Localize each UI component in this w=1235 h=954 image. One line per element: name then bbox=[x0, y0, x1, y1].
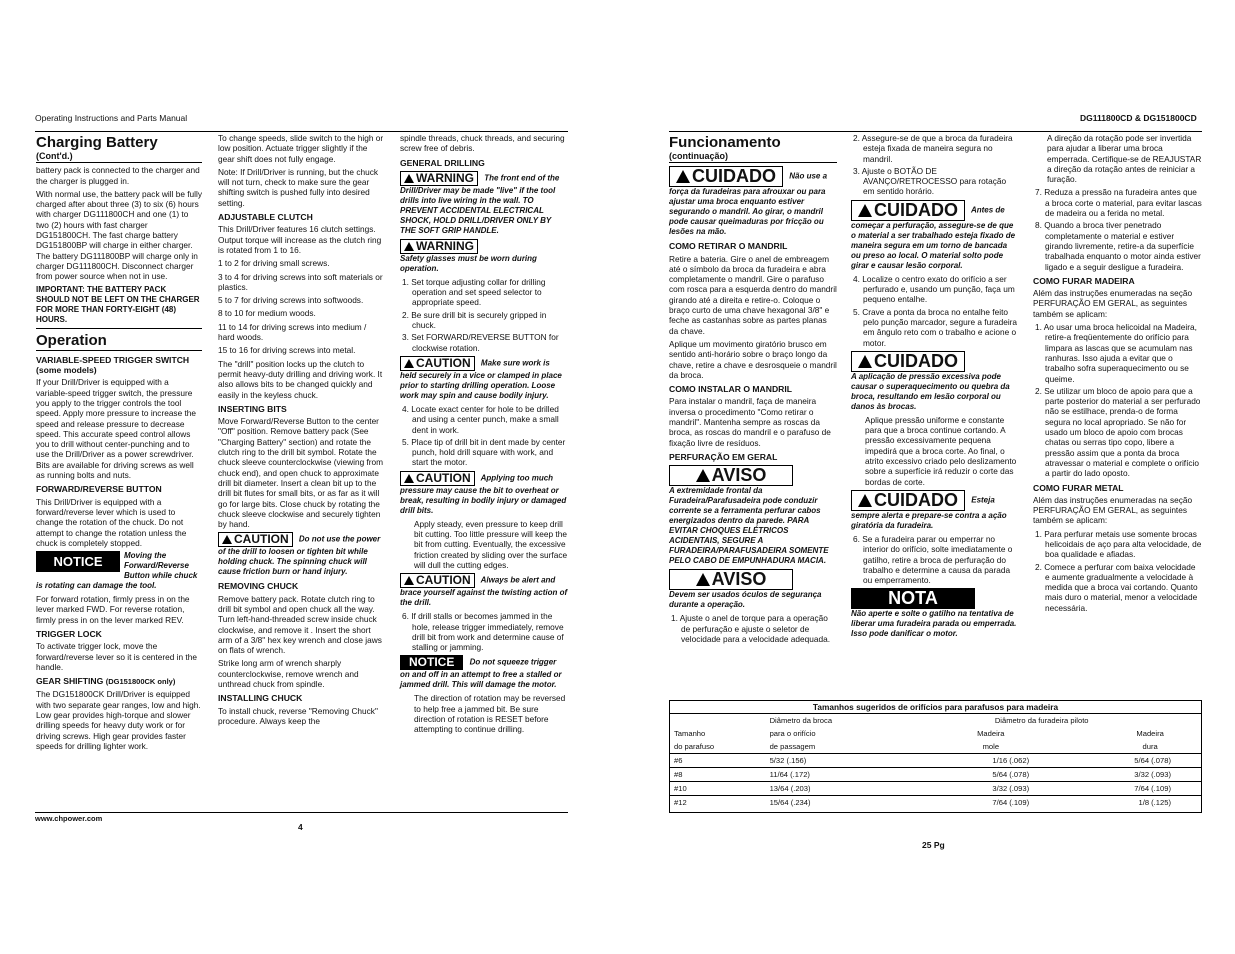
paragraph: Retire a bateria. Gire o anel de embreagem até o símbolo da broca da furadeira e abra completamente o mandril. Gire o parafuso com rosca para a esquerda dentro do mandril girando até a direita e retire-o. Coloque o braço curto de uma chave hexagonal 3/8" e feche as castanhas sobre as partes planas da chave. bbox=[669, 253, 837, 336]
section-heading: FORWARD/REVERSE BUTTON bbox=[36, 484, 162, 495]
table-cell: 5/64 (.078) bbox=[1099, 754, 1201, 768]
table-header: Madeira bbox=[1136, 729, 1164, 738]
caution-badge: CAUTION bbox=[400, 471, 475, 486]
list-item: 1. Set torque adjusting collar for drilling operation and set speed selector to appropriate speed. bbox=[402, 276, 546, 308]
paragraph: battery pack is connected to the charger and the charger is plugged in. bbox=[36, 165, 200, 186]
table-header: para o orifício bbox=[769, 729, 816, 738]
table-cell: 1/8 (.125) bbox=[1099, 796, 1201, 810]
section-heading: PERFURAÇÃO EM GERAL bbox=[669, 451, 778, 462]
table-cell: 1/16 (.062) bbox=[882, 754, 1099, 768]
list-item: 4. Locate exact center for hole to be drilled and using a center punch, make a small dent in work. bbox=[402, 403, 559, 435]
warning-triangle-icon bbox=[858, 204, 872, 217]
cuidado-badge: CUIDADO bbox=[669, 166, 783, 187]
table-cell: 5/32 (.156) bbox=[766, 754, 883, 768]
warning-triangle-icon bbox=[696, 573, 710, 586]
warning-callout bbox=[400, 239, 568, 274]
paragraph: spindle threads, chuck threads, and securing screw free of debris. bbox=[400, 133, 565, 154]
table-cell: 11/64 (.172) bbox=[766, 768, 883, 782]
paragraph: Strike long arm of wrench sharply counterclockwise, remove wrench and unthread chuck from spindle. bbox=[218, 658, 359, 690]
aviso-callout bbox=[669, 569, 837, 610]
list-item: 5. Place tip of drill bit in dent made by center punch, hold drill square with work, and start the motor. bbox=[402, 436, 566, 468]
footer-url: www.chpower.com bbox=[35, 814, 103, 823]
list-item: 6. Se a furadeira parar ou emperrar no interior do orifício, solte imediatamente o gatilho, retire a broca de perfuração do trabalho e determine a causa da parada ou emperramento. bbox=[853, 533, 1013, 586]
cuidado-callout bbox=[851, 351, 1019, 412]
table-title: Tamanhos sugeridos de orifícios para parafusos para madeira bbox=[670, 701, 1201, 714]
caution-callout bbox=[400, 471, 568, 516]
left-bottom-rule bbox=[35, 812, 568, 813]
left-column-1 bbox=[36, 133, 202, 754]
cuidado-badge: CUIDADO bbox=[851, 351, 965, 372]
warning-triangle-icon bbox=[404, 474, 414, 483]
warning-text: The front end of the Drill/Driver may be made "live" if the tool drills into live wiring in the wall. TO PREVENT ACCIDENTAL ELECTRICAL SHOCK, HOLD DRILL/DRIVER ONLY BY THE SOFT GRIP HANDLE. bbox=[400, 173, 560, 235]
table-row bbox=[670, 796, 1201, 810]
aviso-badge: AVISO bbox=[669, 465, 793, 486]
section-heading: COMO FURAR METAL bbox=[1033, 482, 1124, 493]
table-header: Madeira bbox=[977, 729, 1005, 738]
list-item: 3. Ajuste o BOTÃO DE AVANÇO/RETROCESSO para rotação em sentido horário. bbox=[853, 165, 1007, 197]
table-cell: 15/64 (.234) bbox=[766, 796, 883, 810]
cuidado-badge: CUIDADO bbox=[851, 490, 965, 511]
section-heading: COMO RETIRAR O MANDRIL bbox=[669, 241, 788, 252]
warning-badge: WARNING bbox=[400, 171, 478, 186]
paragraph: Apply steady, even pressure to keep drill bit cutting. Too little pressure will keep the bit from cutting. Eventually, the excessive friction created by sliding over the surface will dull the cutting edges. bbox=[414, 518, 568, 570]
notice-badge: NOTICE bbox=[36, 551, 120, 572]
cuidado-callout bbox=[669, 166, 837, 237]
paragraph: Remove battery pack. Rotate clutch ring to drill bit symbol and open chuck all the way. Turn left-hand-threaded screw inside chuck clockwise, and remove it . Insert the short arm of a 3/8" hex key wrench and close jaws on flats of wrench. bbox=[218, 593, 382, 656]
charging-battery-heading: Charging Battery bbox=[36, 134, 158, 151]
notice-callout bbox=[400, 655, 568, 690]
table-cell: 7/64 (.109) bbox=[882, 796, 1099, 810]
aviso-text: A extremidade frontal da Furadeira/Parafusadeira pode conduzir corrente se a ferramenta perfurar cabos energizados dentro da parede. PARA EVITAR CHOQUES ELÉTRICOS ACIDENTAIS, SEGURE A FURADEIRA/PARAFUSADEIRA SOMENTE PELO CABO DE EMPUNHADURA MACIA. bbox=[669, 486, 829, 566]
cuidado-badge: CUIDADO bbox=[851, 200, 965, 221]
paragraph: To activate trigger lock, move the forward/reverse lever so it is centered in the handle. bbox=[36, 641, 197, 672]
section-heading: REMOVING CHUCK bbox=[218, 581, 299, 592]
warning-callout bbox=[400, 171, 568, 236]
table-header: do parafuso bbox=[674, 742, 715, 751]
paragraph: The DG151800CK Drill/Driver is equipped with two separate gear ranges, low and high. Low gear provides high-torque and slower drilling speeds for heavy duty work or for driving screws. High gear provides faster speeds for drilling lighter work. bbox=[36, 689, 201, 751]
cuidado-text: Não use a força da furadeiras para afrouxar ou para ajustar uma broca enquanto estiver segurando o mandril. Ao girar, o mandril pode causar queimaduras por fricção ou lesões na mão. bbox=[669, 171, 828, 237]
right-column-3 bbox=[1033, 133, 1202, 615]
charging-battery-subheading: (Cont'd.) bbox=[36, 151, 202, 163]
caution-callout bbox=[400, 356, 568, 401]
aviso-callout bbox=[669, 465, 837, 566]
left-top-rule bbox=[35, 131, 568, 132]
warning-text: Safety glasses must be worn during operation. bbox=[400, 253, 537, 273]
paragraph: Para instalar o mandril, faça de maneira inversa o procedimento "Como retirar o mandril". Mantenha sempre as roscas da broca, as roscas do mandril e o parafuso de fixação livre de resíduos. bbox=[669, 396, 831, 448]
cuidado-callout bbox=[851, 200, 1019, 271]
list-item: 7. Reduza a pressão na furadeira antes que a broca corte o material, para evitar lascas de madeira ou a ferida no metal. bbox=[1035, 187, 1202, 219]
paragraph: The direction of rotation may be reversed to help free a jammed bit. Be sure direction of rotation is RESET before attempting to continue drilling. bbox=[414, 693, 566, 735]
warning-triangle-icon bbox=[696, 469, 710, 482]
paragraph: Aplique um movimento giratório brusco em sentido anti-horário sobre o braço longo da chave, retire a chave e desrosqueie o mandril da broca. bbox=[669, 338, 837, 380]
caution-badge: CAUTION bbox=[218, 532, 293, 547]
nota-text: Não aperte e solte o gatilho na tentativa de liberar uma furadeira parada ou emperrada. Isso pode danificar o motor. bbox=[851, 609, 1017, 639]
paragraph: Além das instruções enumeradas na seção PERFURAÇÃO EM GERAL, as seguintes também se aplicam: bbox=[1033, 288, 1193, 319]
paragraph: For forward rotation, firmly press in on the lever marked FWD. For reverse rotation, firmly press in on the lever marked REV. bbox=[36, 594, 190, 625]
table-header bbox=[670, 714, 766, 727]
clutch-setting: 5 to 7 for driving screws into softwoods. bbox=[218, 295, 364, 306]
paragraph: If your Drill/Driver is equipped with a variable-speed trigger switch, the pressure you apply to the trigger controls the tool speed. Apply more pressure to increase the speed and release pressure to decrease speed. This accurate speed control allows you to drill without center-punching and to use the Drill/Driver as a power screwdriver. Bits are available for driving screws as well as running bolts and nuts. bbox=[36, 377, 197, 481]
section-heading: INSERTING BITS bbox=[218, 403, 287, 414]
warning-triangle-icon bbox=[858, 494, 872, 507]
list-item: 5. Crave a ponta da broca no entalhe feito pelo punção marcador, segure a furadeira em ângulo reto com o trabalho e acione o motor. bbox=[853, 306, 1018, 348]
notice-text: Do not squeeze trigger on and off in an attempt to free a stalled or jammed drill. This will damage the motor. bbox=[400, 658, 562, 690]
caution-callout bbox=[400, 573, 568, 608]
aviso-badge: AVISO bbox=[669, 569, 793, 590]
caution-badge: CAUTION bbox=[400, 356, 475, 371]
paragraph: Note: If Drill/Driver is running, but the chuck will not turn, check to make sure the gear shifting switch is pushed fully into desired setting. bbox=[218, 166, 379, 208]
left-column-3 bbox=[400, 133, 568, 738]
section-heading: VARIABLE-SPEED TRIGGER SWITCH (some models) bbox=[36, 354, 190, 376]
aviso-text: Devem ser usados óculos de segurança durante a operação. bbox=[669, 590, 822, 610]
list-item: 1. Para perfurar metais use somente brocas helicoidais de aço para alta velocidade, de boa qualidade e afiadas. bbox=[1035, 528, 1202, 560]
section-heading: GENERAL DRILLING bbox=[400, 157, 485, 168]
funcionamento-heading: Funcionamento bbox=[669, 134, 781, 151]
caution-text: Do not use the power of the drill to loosen or tighten bit while holding chuck. The spinning chuck will cause friction burn or hand injury. bbox=[218, 535, 381, 577]
clutch-setting: 11 to 14 for driving screws into medium / hard woods. bbox=[218, 321, 367, 343]
section-heading bbox=[36, 676, 202, 687]
warning-triangle-icon bbox=[404, 242, 414, 251]
paragraph: To change speeds, slide switch to the high or low position. Actuate trigger slightly if the gear shift does not fully engage. bbox=[218, 133, 384, 164]
left-page-header: Operating Instructions and Parts Manual bbox=[35, 113, 188, 123]
section-heading: INSTALLING CHUCK bbox=[218, 693, 303, 704]
caution-badge: CAUTION bbox=[400, 573, 475, 588]
list-item: 2. Comece a perfurar com baixa velocidade e aumente gradualmente a velocidade à medida que a broca vai cortando. Quanto mais duro o material, menor a velocidade necessária. bbox=[1035, 561, 1198, 613]
left-column-2 bbox=[218, 133, 384, 729]
right-page-number: 25 Pg bbox=[922, 840, 945, 850]
screw-size-table bbox=[669, 700, 1202, 813]
cuidado-text: A aplicação de pressão excessiva pode causar o superaquecimento ou quebra da broca, resultando em lesão corporal ou danos às brocas. bbox=[851, 371, 1010, 411]
right-page-header: DG111800CD & DG151800CD bbox=[1080, 113, 1197, 123]
table-header: mole bbox=[982, 742, 1000, 751]
right-column-2 bbox=[851, 133, 1019, 642]
section-heading: ADJUSTABLE CLUTCH bbox=[218, 212, 313, 223]
paragraph: This Drill/Driver is equipped with a forward/reverse lever which is used to change the rotation of the chuck. Do not attempt to change the rotation unless the chuck is completely stopped. bbox=[36, 496, 187, 548]
clutch-setting: 15 to 16 for driving screws into metal. bbox=[218, 345, 356, 356]
table-cell: 13/64 (.203) bbox=[766, 782, 883, 796]
right-top-rule bbox=[669, 131, 1202, 132]
clutch-setting: 1 to 2 for driving small screws. bbox=[218, 258, 330, 269]
table-cell: 3/32 (.093) bbox=[882, 782, 1099, 796]
clutch-setting: 3 to 4 for driving screws into soft materials or plastics. bbox=[218, 271, 383, 292]
table-cell: 5/64 (.078) bbox=[882, 768, 1099, 782]
cuidado-callout bbox=[851, 490, 1019, 531]
paragraph: A direção da rotação pode ser invertida para ajudar a liberar uma broca emperrada. Certifique-se de REAJUSTAR a direção da rotação antes de reiniciar a furação. bbox=[1047, 133, 1202, 185]
table-row bbox=[670, 754, 1201, 768]
warning-badge: WARNING bbox=[400, 239, 478, 254]
notice-callout bbox=[36, 551, 202, 591]
list-item: 2. Be sure drill bit is securely gripped in chuck. bbox=[402, 309, 547, 331]
warning-triangle-icon bbox=[404, 576, 414, 585]
list-item: 2. Se utilizar um bloco de apoio para que a parte posterior do material a ser perfurado não se estilhace, prenda-o de forma segura no local apropriado. Se não for usado um bloco de apoio com brocas chatas ou serras tipo copo, libere a pressão assim que a ponta da broca atravessar o material e complete o orifício a partir do lado oposto. bbox=[1035, 385, 1201, 479]
table-header: dura bbox=[1142, 742, 1158, 751]
paragraph: Move Forward/Reverse Button to the center "Off" position. Remove battery pack (See "Charging Battery" section) and rotate the clutch ring to the drill bit symbol. Rotate the chuck sleeve counterclockwise (viewing from chuck end), and open chuck to approximate drill bit diameter. Insert a clean bit up to the drill bit flutes for small bits, or as far as it will go for large bits. Close chuck by rotating the chuck sleeve clockwise and securely tighten by hand. bbox=[218, 416, 384, 530]
table-header: Diâmetro da furadeira piloto bbox=[994, 716, 1089, 725]
table-cell: 7/64 (.109) bbox=[1099, 782, 1201, 796]
warning-triangle-icon bbox=[676, 170, 690, 183]
paragraph: With normal use, the battery pack will be fully charged after about three (3) to six (6) hours with charger DG111800CH and one (1) to two (2) hours with fast charger DG151800CH. The fast charge battery DG151800BP will charge in either charger. The battery DG111800BP will charge only in charger DG111800CH. Disconnect charger from power source when not in use. bbox=[36, 188, 203, 282]
warning-triangle-icon bbox=[858, 355, 872, 368]
gear-shifting-title: GEAR SHIFTING bbox=[36, 676, 104, 687]
paragraph: The "drill" position locks up the clutch to permit heavy-duty drilling and driving work. It also allows bits to be changed quickly and easily in the keyless chuck. bbox=[218, 358, 383, 400]
warning-triangle-icon bbox=[404, 359, 414, 368]
list-item: 4. Localize o centro exato do orifício a ser perfurado e, usando um punção, faça um pequeno entalhe. bbox=[853, 273, 1015, 305]
list-item: 6. If drill stalls or becomes jammed in the hole, release trigger immediately, remove drill bit from work and determine cause of stalling or jamming. bbox=[402, 611, 564, 653]
notice-text: Moving the Forward/Reverse Button while chuck is rotating can damage the tool. bbox=[36, 551, 198, 591]
paragraph: To install chuck, reverse "Removing Chuck" procedure. Always keep the bbox=[218, 705, 378, 726]
right-column-1 bbox=[669, 133, 837, 646]
warning-triangle-icon bbox=[404, 174, 414, 183]
table-header: Tamanho bbox=[674, 729, 706, 738]
caution-text: Applying too much pressure may cause the bit to overheat or break, resulting in bodily injury or damaged drill bits. bbox=[400, 473, 567, 515]
paragraph: Além das instruções enumeradas na seção PERFURAÇÃO EM GERAL, as seguintes também se aplicam: bbox=[1033, 494, 1193, 526]
paragraph: Aplique pressão uniforme e constante para que a broca continue cortando. A pressão excessivamente pequena impedirá que a broca corte. Ao final, o atrito excessivo criado pelo deslizamento sobre a superfície irá reduzir o corte das bordas de corte. bbox=[865, 414, 1017, 487]
cuidado-text: Esteja sempre alerta e prepare-se contra a ação giratória da furadeira. bbox=[851, 495, 1007, 530]
nota-callout bbox=[851, 588, 1019, 639]
caution-text: Always be alert and brace yourself against the twisting action of the drill. bbox=[400, 575, 568, 608]
cuidado-text: Antes de começar a perfuração, assegure-se de que o material a ser trabalhado esteja fixado de maneira segura em um torno de bancada ou preso ao local. O material solto pode girar e causar lesão corporal. bbox=[851, 205, 1016, 270]
list-item: 2. Assegure-se de que a broca da furadeira esteja fixada de maneira segura no mandril. bbox=[853, 133, 1013, 164]
funcionamento-subheading: (continuação) bbox=[669, 151, 837, 163]
table-header: Diâmetro da broca bbox=[769, 716, 833, 725]
section-heading: COMO FURAR MADEIRA bbox=[1033, 275, 1135, 286]
warning-triangle-icon bbox=[222, 535, 232, 544]
paragraph: This Drill/Driver features 16 clutch settings. Output torque will increase as the clutch ring is rotated from 1 to 16. bbox=[218, 224, 382, 255]
notice-badge: NOTICE bbox=[400, 655, 463, 670]
section-heading: TRIGGER LOCK bbox=[36, 628, 102, 639]
operation-heading: Operation bbox=[36, 333, 202, 351]
table-cell: #6 bbox=[670, 754, 766, 768]
table-header: de passagem bbox=[769, 742, 816, 751]
section-heading: COMO INSTALAR O MANDRIL bbox=[669, 384, 793, 395]
nota-badge: NOTA bbox=[851, 588, 975, 609]
table-row bbox=[670, 768, 1201, 782]
list-item: 1. Ajuste o anel de torque para a operação de perfuração e ajuste o seletor de velocidade para a velocidade adequada. bbox=[671, 613, 830, 644]
table-cell: #10 bbox=[670, 782, 766, 796]
table-cell: #12 bbox=[670, 796, 766, 810]
list-item: 1. Ao usar uma broca helicoidal na Madeira, retire-a freqüentemente do orifício para limpara as lascas que se acumulam nas ranhuras. Isso ajuda a evitar que o trabalho sofra superaquecimento ou se queime. bbox=[1035, 322, 1197, 384]
list-item: 3. Set FORWARD/REVERSE BUTTON for clockwise rotation. bbox=[402, 332, 559, 353]
table-row bbox=[670, 782, 1201, 796]
caution-callout bbox=[218, 532, 384, 577]
caution-text: Make sure work is held securely in a vice or clamped in place prior to starting drilling operation. Loose work may spin and cause bodily injury. bbox=[400, 358, 562, 400]
table-cell: 3/32 (.093) bbox=[1099, 768, 1201, 782]
important-note: IMPORTANT: THE BATTERY PACK SHOULD NOT BE LEFT ON THE CHARGER FOR MORE THAN FORTY-EIGHT (48) HOURS. bbox=[36, 285, 202, 329]
clutch-setting: 8 to 10 for medium woods. bbox=[218, 308, 316, 319]
left-page-number: 4 bbox=[298, 822, 303, 832]
gear-shifting-note: (DG151800CK only) bbox=[105, 677, 176, 687]
list-item: 8. Quando a broca tiver penetrado completamente o material e estiver girando livremente, retire-a da superfície trabalhada enquanto o motor ainda estiver ligado e a seguir desligue a furadeira. bbox=[1035, 220, 1201, 272]
table-cell: #8 bbox=[670, 768, 766, 782]
table bbox=[670, 714, 1201, 809]
